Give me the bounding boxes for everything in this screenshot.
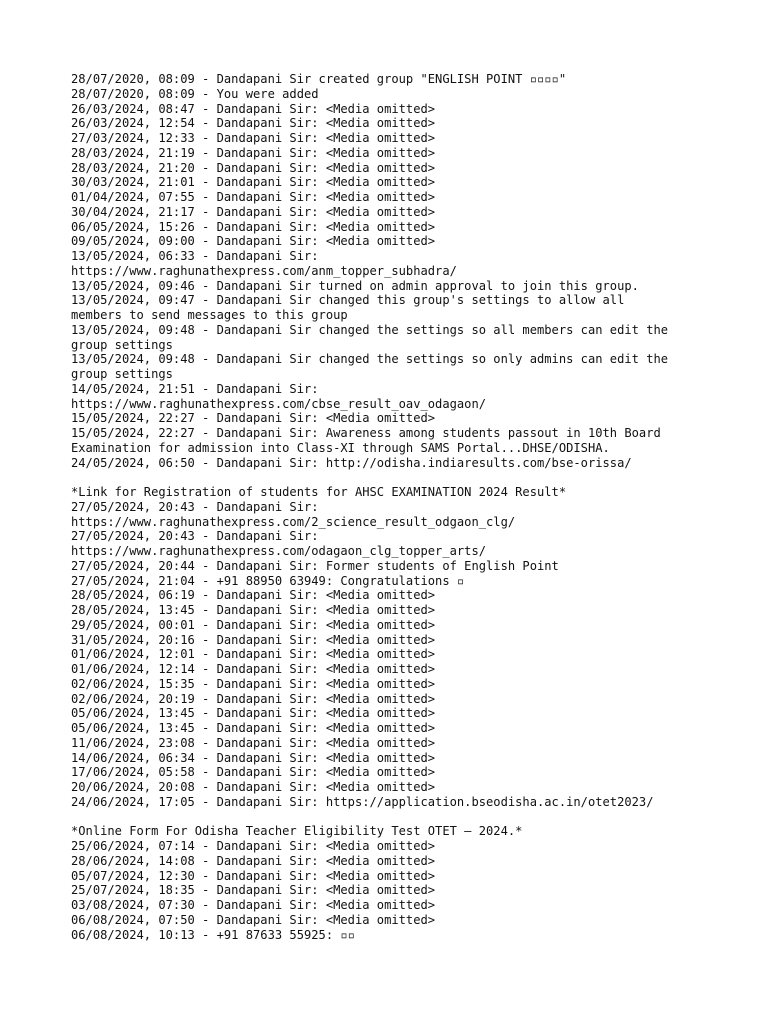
- blank-line: [71, 810, 731, 825]
- chat-line[interactable]: https://www.raghunathexpress.com/anm_topper_subhadra/: [71, 263, 457, 278]
- chat-line: 20/06/2024, 20:08 - Dandapani Sir: <Media omitted>: [71, 780, 436, 794]
- chat-line: 14/05/2024, 21:51 - Dandapani Sir:: [71, 381, 319, 396]
- chat-line: 27/05/2024, 20:44 - Dandapani Sir: Former students of English Point: [71, 558, 559, 573]
- chat-line: 01/04/2024, 07:55 - Dandapani Sir: <Media omitted>: [71, 190, 436, 204]
- chat-line: 06/08/2024, 07:50 - Dandapani Sir: <Media omitted>: [71, 912, 436, 927]
- chat-line[interactable]: https://www.raghunathexpress.com/2_science_result_odgaon_clg/: [71, 514, 516, 529]
- chat-line: 03/08/2024, 07:30 - Dandapani Sir: <Media omitted>: [71, 898, 436, 912]
- chat-line: 27/05/2024, 21:04 - +91 88950 63949: Congratulations ▫: [71, 573, 465, 588]
- blank-line: [71, 470, 731, 485]
- chat-line: 28/03/2024, 21:20 - Dandapani Sir: <Media omitted>: [71, 160, 436, 175]
- chat-line[interactable]: 24/05/2024, 06:50 - Dandapani Sir: http://odisha.indiaresults.com/bse-orissa/: [71, 455, 632, 470]
- chat-line: 27/03/2024, 12:33 - Dandapani Sir: <Media omitted>: [71, 131, 436, 145]
- chat-line: Examination for admission into Class-XI through SAMS Portal...DHSE/ODISHA.: [71, 440, 610, 455]
- chat-line: 11/06/2024, 23:08 - Dandapani Sir: <Media omitted>: [71, 735, 436, 750]
- chat-line: 13/05/2024, 09:48 - Dandapani Sir changed the settings so all members can edit the: [71, 322, 669, 337]
- chat-line[interactable]: https://www.raghunathexpress.com/odagaon_clg_topper_arts/: [71, 544, 487, 558]
- chat-line: 26/03/2024, 12:54 - Dandapani Sir: <Media omitted>: [71, 116, 436, 131]
- chat-line: 01/06/2024, 12:14 - Dandapani Sir: <Media omitted>: [71, 662, 436, 676]
- chat-line: *Link for Registration of students for AHSC EXAMINATION 2024 Result*: [71, 485, 567, 499]
- chat-line: 28/06/2024, 14:08 - Dandapani Sir: <Media omitted>: [71, 853, 436, 868]
- chat-line: 29/05/2024, 00:01 - Dandapani Sir: <Media omitted>: [71, 617, 436, 632]
- chat-line: 13/05/2024, 09:48 - Dandapani Sir changed the settings so only admins can edit the: [71, 352, 669, 367]
- chat-line: 13/05/2024, 09:46 - Dandapani Sir turned on admin approval to join this group.: [71, 278, 639, 293]
- chat-line: 25/07/2024, 18:35 - Dandapani Sir: <Media omitted>: [71, 883, 436, 898]
- chat-line: members to send messages to this group: [71, 308, 348, 322]
- chat-export-text: [71, 72, 731, 942]
- chat-line: *Online Form For Odisha Teacher Eligibility Test OTET – 2024.*: [71, 824, 523, 839]
- chat-line: 28/07/2020, 08:09 - You were added: [71, 86, 319, 101]
- chat-line: 26/03/2024, 08:47 - Dandapani Sir: <Media omitted>: [71, 101, 436, 116]
- chat-line: 02/06/2024, 20:19 - Dandapani Sir: <Media omitted>: [71, 691, 436, 706]
- chat-line: group settings: [71, 367, 173, 381]
- chat-line: 13/05/2024, 06:33 - Dandapani Sir:: [71, 249, 319, 263]
- chat-line: 27/05/2024, 20:43 - Dandapani Sir:: [71, 529, 319, 544]
- chat-line: 13/05/2024, 09:47 - Dandapani Sir changed this group's settings to allow all: [71, 293, 625, 308]
- chat-line: 01/06/2024, 12:01 - Dandapani Sir: <Media omitted>: [71, 647, 436, 662]
- chat-line: 05/06/2024, 13:45 - Dandapani Sir: <Media omitted>: [71, 721, 436, 735]
- chat-line: 27/05/2024, 20:43 - Dandapani Sir:: [71, 499, 319, 514]
- chat-line: 15/05/2024, 22:27 - Dandapani Sir: <Media omitted>: [71, 411, 436, 426]
- chat-line: 17/06/2024, 05:58 - Dandapani Sir: <Media omitted>: [71, 765, 436, 780]
- chat-line[interactable]: https://www.raghunathexpress.com/cbse_result_oav_odagaon/: [71, 396, 487, 411]
- chat-line[interactable]: 24/06/2024, 17:05 - Dandapani Sir: https://application.bseodisha.ac.in/otet2023/: [71, 794, 654, 809]
- chat-line: 31/05/2024, 20:16 - Dandapani Sir: <Media omitted>: [71, 632, 436, 647]
- chat-line: 02/06/2024, 15:35 - Dandapani Sir: <Media omitted>: [71, 676, 436, 691]
- chat-line: 30/03/2024, 21:01 - Dandapani Sir: <Media omitted>: [71, 175, 436, 190]
- chat-line: 28/05/2024, 06:19 - Dandapani Sir: <Media omitted>: [71, 588, 436, 603]
- chat-line: 28/05/2024, 13:45 - Dandapani Sir: <Media omitted>: [71, 603, 436, 617]
- chat-line: 14/06/2024, 06:34 - Dandapani Sir: <Media omitted>: [71, 750, 436, 765]
- chat-line: 30/04/2024, 21:17 - Dandapani Sir: <Media omitted>: [71, 204, 436, 219]
- chat-line: group settings: [71, 337, 173, 352]
- chat-line: 05/06/2024, 13:45 - Dandapani Sir: <Media omitted>: [71, 706, 436, 721]
- chat-line: 28/03/2024, 21:19 - Dandapani Sir: <Media omitted>: [71, 145, 436, 160]
- chat-line: 06/05/2024, 15:26 - Dandapani Sir: <Media omitted>: [71, 219, 436, 234]
- chat-line: 25/06/2024, 07:14 - Dandapani Sir: <Media omitted>: [71, 839, 436, 853]
- chat-line: 05/07/2024, 12:30 - Dandapani Sir: <Media omitted>: [71, 868, 436, 883]
- chat-line: 06/08/2024, 10:13 - +91 87633 55925: ▫▫: [71, 927, 355, 942]
- chat-line: 15/05/2024, 22:27 - Dandapani Sir: Awareness among students passout in 10th Board: [71, 426, 661, 440]
- chat-line: 09/05/2024, 09:00 - Dandapani Sir: <Media omitted>: [71, 234, 436, 249]
- chat-line: 28/07/2020, 08:09 - Dandapani Sir created group "ENGLISH POINT ▫▫▫▫": [71, 72, 567, 86]
